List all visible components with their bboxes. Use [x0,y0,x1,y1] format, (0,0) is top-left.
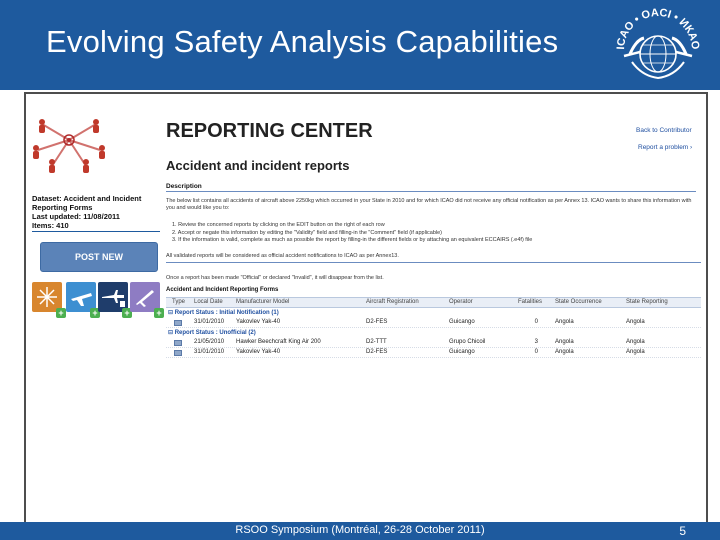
page-number: 5 [679,524,686,538]
form-type-tiles [32,282,162,318]
group-label: ⊟ Report Status : Initial Notification (1) [168,310,279,316]
incident-tile[interactable] [130,282,162,318]
cell-state-occurrence: Angola [555,349,574,355]
column-header[interactable]: Operator [449,299,473,305]
status-note: Once a report has been made "Official" or declared "Invalid", it will disappear from the list. [166,275,384,281]
table-row[interactable] [166,338,701,348]
dataset-title: Dataset: Accident and Incident Reporting Forms [32,194,142,212]
cell-model: Yakovlev Yak-40 [236,349,281,355]
page-subtitle: Accident and incident reports [166,158,350,173]
cell-date: 21/05/2010 [194,339,225,345]
plus-icon: + [56,308,66,318]
accident-tile[interactable] [32,282,64,318]
document-icon[interactable] [174,320,182,326]
dataset-info [32,194,162,230]
column-header[interactable]: Fatalities [518,299,543,305]
icao-emblem-icon [610,4,706,88]
network-people-icon [30,114,108,174]
group-label: ⊟ Report Status : Unofficial (2) [168,330,256,336]
cell-operator: Guicango [449,319,475,325]
cell-registration: D2-FES [366,319,388,325]
column-header[interactable]: Local Date [194,299,223,305]
logo-arc-text: ICAO • OACI • ИКАО [614,6,702,51]
plus-icon: + [154,308,164,318]
footer-bar [0,522,720,540]
reporting-center-title: REPORTING CENTER [166,120,373,142]
reports-grid [166,297,701,358]
step-item: 1. Review the concerned reports by clicking on the EDIT button on the right of each row [172,222,385,228]
cell-model: Yakovlev Yak-40 [236,319,281,325]
grid-header [166,297,701,308]
forms-grid-title: Accident and Incident Reporting Forms [166,287,279,293]
cell-registration: D2-TTT [366,339,387,345]
cell-state-occurrence: Angola [555,319,574,325]
cell-fatalities: 0 [534,349,538,355]
cell-operator: Grupo Chicoil [449,339,486,345]
step-item: 2. Accept or negate this information by editing the "Validity" field and filling-in the "Comment" field (if applicable) [172,229,443,236]
description-label: Description [166,183,202,190]
table-row[interactable] [166,348,701,358]
cell-model: Hawker Beechcraft King Air 200 [236,339,321,345]
cell-operator: Guicango [449,349,475,355]
post-new-button[interactable]: POST NEW [40,242,158,272]
group-row[interactable] [166,308,701,318]
divider [166,262,701,263]
column-header[interactable]: State Occurrence [555,299,602,305]
cell-state-occurrence: Angola [555,339,574,345]
items-count: Items: 410 [32,221,69,230]
document-icon[interactable] [174,340,182,346]
step-item: 3. If the information is valid, complete as much as possible the report by filling-in the different fields or by attaching an equivalent ECCAIRS (.e4f) file [172,237,533,243]
official-note: All validated reports will be considered as official accident notifications to ICAO as per Annex13. [166,253,399,259]
plus-icon: + [122,308,132,318]
report-problem-link[interactable]: Report a problem › [638,144,693,151]
column-header[interactable]: Aircraft Registration [366,299,419,305]
last-updated: Last updated: 11/08/2011 [32,212,120,221]
svg-text:ICAO • OACI • ИКАО [615,7,701,51]
group-row[interactable] [166,328,701,338]
cell-fatalities: 3 [534,339,538,345]
aircraft-tile[interactable] [66,282,98,318]
cell-state-reporting: Angola [626,349,645,355]
cell-registration: D2-FES [366,349,388,355]
cell-state-reporting: Angola [626,319,645,325]
cell-date: 31/01/2010 [194,319,225,325]
cell-fatalities: 0 [534,319,538,325]
description-text: The below list contains all accidents of aircraft above 2250kg which occurred in your State in 2010 and for which ICAO did not receive any official notification as per Annex 13. ICAO wants to share this information with you and would like you to: [166,198,692,211]
airport-tile[interactable] [98,282,130,318]
plus-icon: + [90,308,100,318]
column-header[interactable]: Type [172,299,186,305]
divider [166,191,696,192]
footer-text: RSOO Symposium (Montréal, 26-28 October 2011) [235,524,485,536]
cell-date: 31/01/2010 [194,349,225,355]
screenshot-frame [24,92,708,524]
slide-title: Evolving Safety Analysis Capabilities [46,24,559,59]
column-header[interactable]: State Reporting [626,299,668,305]
back-to-contributor-link[interactable]: Back to Contributor [636,127,692,134]
instruction-steps [172,222,702,245]
column-header[interactable]: Manufacturer Model [236,299,290,305]
document-icon[interactable] [174,350,182,356]
cell-state-reporting: Angola [626,339,645,345]
table-row[interactable] [166,318,701,328]
header-bar [0,0,720,90]
divider [32,231,160,232]
